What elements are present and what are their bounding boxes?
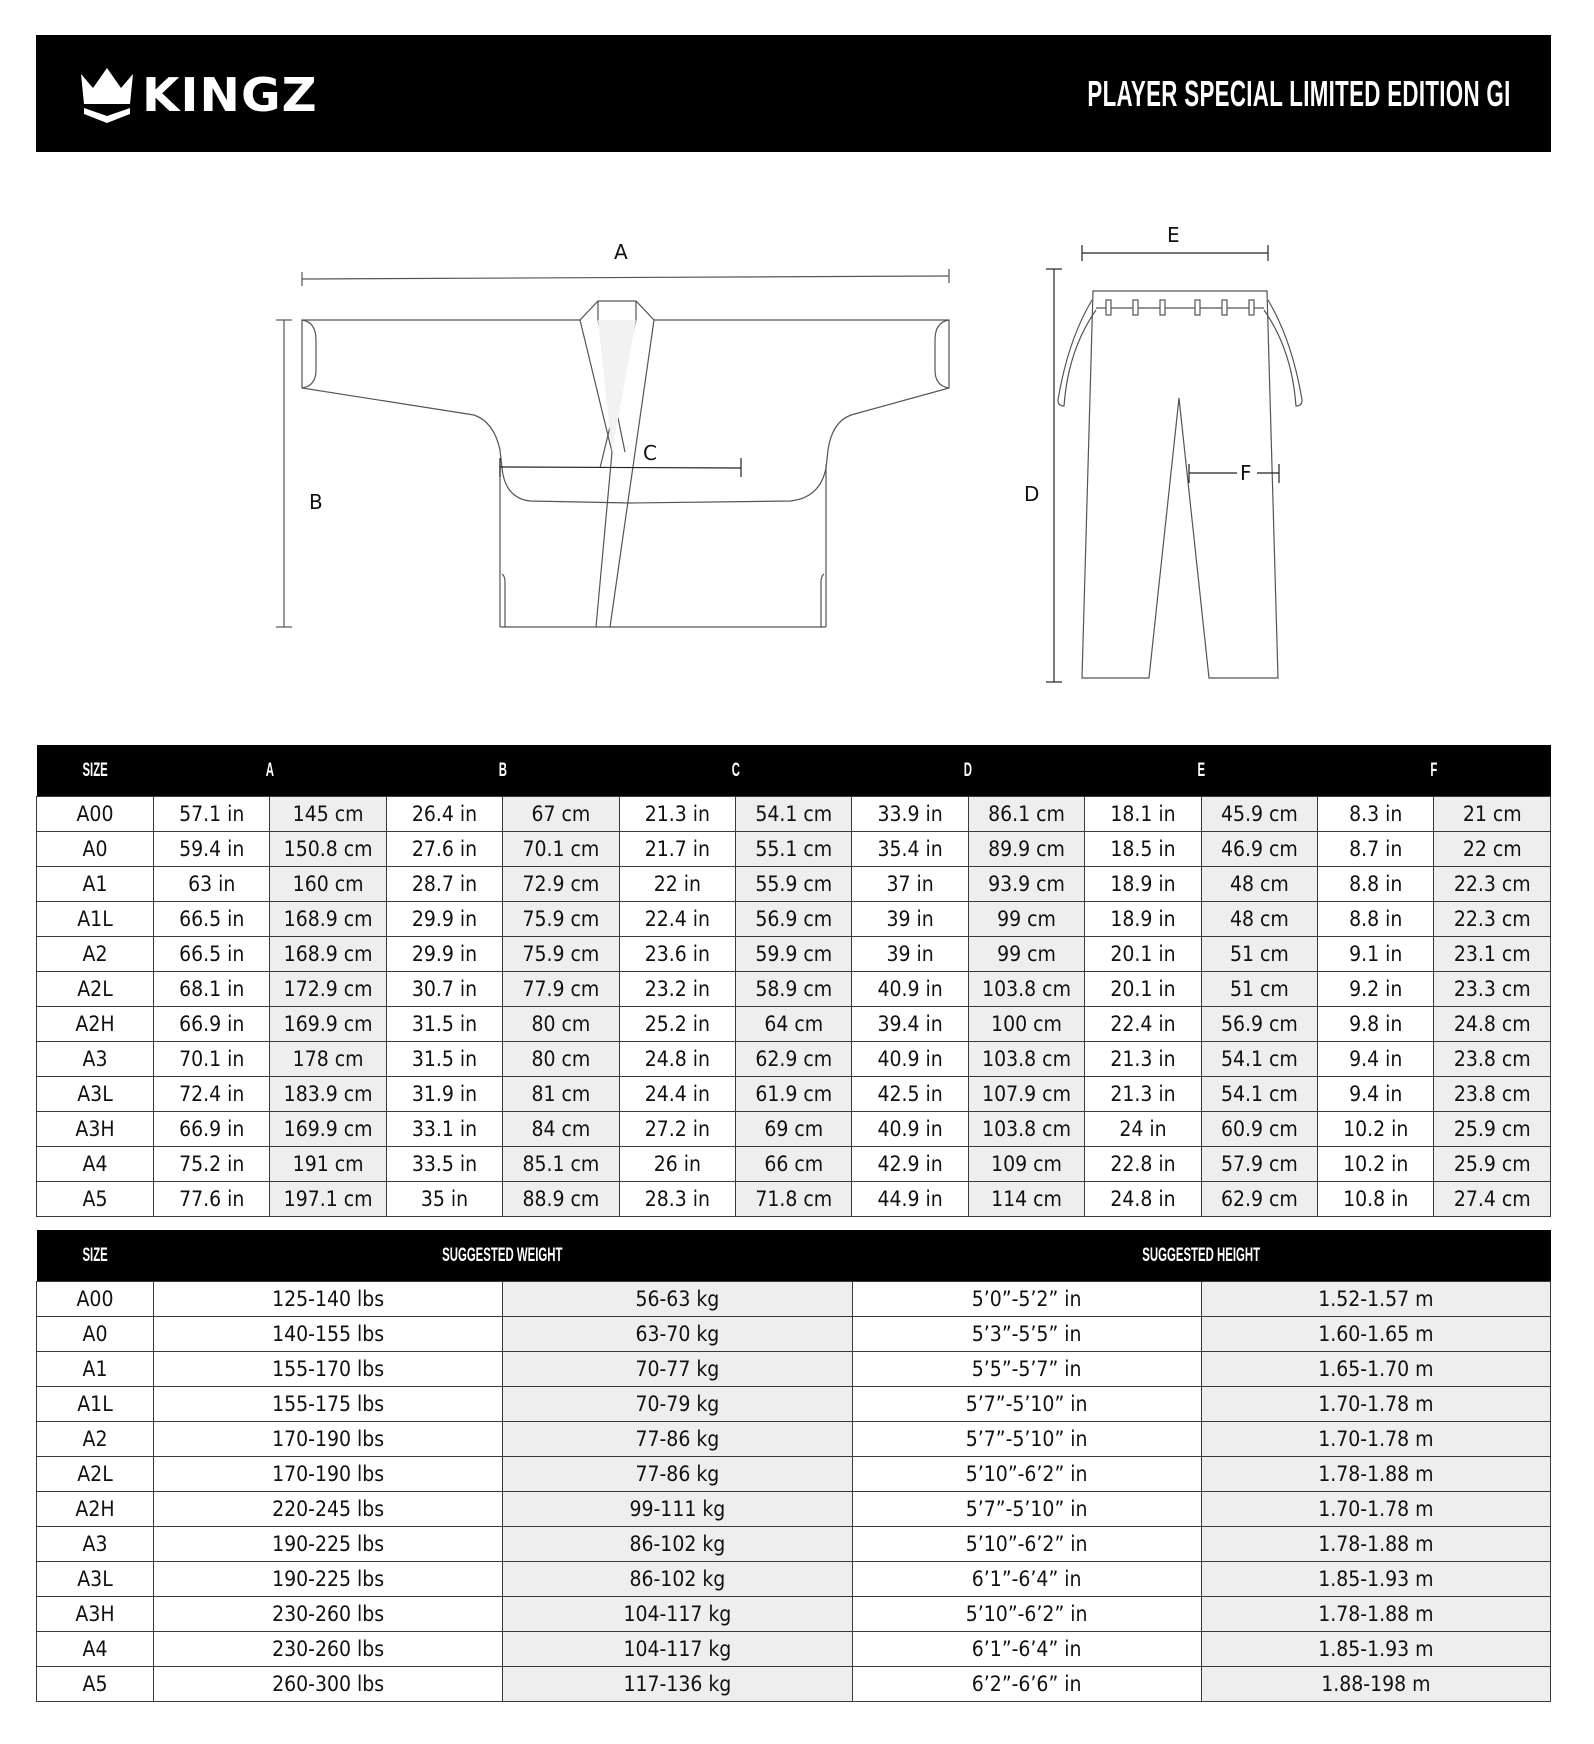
value-cell: 70.1 in	[154, 1042, 270, 1077]
value-cell: 33.1 in	[386, 1112, 502, 1147]
gi-diagram-drawing	[0, 200, 1594, 700]
value-cell: 6’1”-6’4” in	[852, 1632, 1201, 1667]
value-cell: 28.3 in	[619, 1182, 735, 1217]
value-cell: 24.8 cm	[1434, 1007, 1551, 1042]
value-cell: 178 cm	[270, 1042, 386, 1077]
value-cell: 168.9 cm	[270, 937, 386, 972]
table-row	[37, 1007, 1551, 1042]
table-row	[37, 1317, 1551, 1352]
value-cell: 37 in	[852, 867, 968, 902]
value-cell: 1.78-1.88 m	[1201, 1527, 1550, 1562]
value-cell: 77-86 kg	[503, 1422, 852, 1457]
size-cell: A4	[37, 1147, 154, 1182]
size-cell: A00	[37, 797, 154, 832]
value-cell: 18.5 in	[1085, 832, 1201, 867]
value-cell: 88.9 cm	[503, 1182, 619, 1217]
dimension-line-d	[1046, 269, 1062, 682]
value-cell: 27.4 cm	[1434, 1182, 1551, 1217]
value-cell: 5’10”-6’2” in	[852, 1457, 1201, 1492]
value-cell: 107.9 cm	[968, 1077, 1084, 1112]
value-cell: 21.7 in	[619, 832, 735, 867]
value-cell: 109 cm	[968, 1147, 1084, 1182]
value-cell: 42.5 in	[852, 1077, 968, 1112]
value-cell: 190-225 lbs	[154, 1562, 503, 1597]
value-cell: 5’7”-5’10” in	[852, 1387, 1201, 1422]
value-cell: 63-70 kg	[503, 1317, 852, 1352]
table-row	[37, 1527, 1551, 1562]
value-cell: 8.8 in	[1318, 902, 1434, 937]
brand-header-bar	[36, 35, 1551, 152]
column-header-f: F	[1318, 745, 1551, 797]
value-cell: 80 cm	[503, 1042, 619, 1077]
value-cell: 64 cm	[736, 1007, 852, 1042]
value-cell: 99 cm	[968, 937, 1084, 972]
column-header-size: SIZE	[37, 1230, 154, 1282]
column-header-a: A	[154, 745, 387, 797]
value-cell: 57.9 cm	[1201, 1147, 1317, 1182]
value-cell: 31.5 in	[386, 1042, 502, 1077]
size-cell: A2H	[37, 1492, 154, 1527]
value-cell: 1.78-1.88 m	[1201, 1597, 1550, 1632]
value-cell: 86.1 cm	[968, 797, 1084, 832]
size-cell: A0	[37, 1317, 154, 1352]
table-row	[37, 1352, 1551, 1387]
value-cell: 28.7 in	[386, 867, 502, 902]
value-cell: 77.6 in	[154, 1182, 270, 1217]
value-cell: 66.9 in	[154, 1112, 270, 1147]
column-header-suggested-height: SUGGESTED HEIGHT	[852, 1230, 1551, 1282]
value-cell: 31.5 in	[386, 1007, 502, 1042]
value-cell: 20.1 in	[1085, 972, 1201, 1007]
size-cell: A00	[37, 1282, 154, 1317]
suggested-weight-height-table	[36, 1230, 1551, 1702]
value-cell: 1.52-1.57 m	[1201, 1282, 1550, 1317]
value-cell: 48 cm	[1201, 902, 1317, 937]
value-cell: 169.9 cm	[270, 1112, 386, 1147]
value-cell: 5’10”-6’2” in	[852, 1527, 1201, 1562]
suggestions-header-row	[37, 1230, 1551, 1282]
value-cell: 5’3”-5’5” in	[852, 1317, 1201, 1352]
table-row	[37, 797, 1551, 832]
value-cell: 22 in	[619, 867, 735, 902]
value-cell: 33.9 in	[852, 797, 968, 832]
value-cell: 23.3 cm	[1434, 972, 1551, 1007]
value-cell: 24.8 in	[1085, 1182, 1201, 1217]
value-cell: 66.9 in	[154, 1007, 270, 1042]
value-cell: 21.3 in	[1085, 1042, 1201, 1077]
value-cell: 1.70-1.78 m	[1201, 1422, 1550, 1457]
value-cell: 145 cm	[270, 797, 386, 832]
value-cell: 197.1 cm	[270, 1182, 386, 1217]
value-cell: 48 cm	[1201, 867, 1317, 902]
value-cell: 10.8 in	[1318, 1182, 1434, 1217]
table-row	[37, 867, 1551, 902]
value-cell: 23.2 in	[619, 972, 735, 1007]
value-cell: 55.9 cm	[736, 867, 852, 902]
value-cell: 103.8 cm	[968, 1042, 1084, 1077]
value-cell: 190-225 lbs	[154, 1527, 503, 1562]
value-cell: 155-175 lbs	[154, 1387, 503, 1422]
value-cell: 150.8 cm	[270, 832, 386, 867]
value-cell: 75.9 cm	[503, 937, 619, 972]
value-cell: 30.7 in	[386, 972, 502, 1007]
size-cell: A2	[37, 937, 154, 972]
value-cell: 23.8 cm	[1434, 1077, 1551, 1112]
column-header-c: C	[619, 745, 852, 797]
table-row	[37, 972, 1551, 1007]
value-cell: 81 cm	[503, 1077, 619, 1112]
value-cell: 18.1 in	[1085, 797, 1201, 832]
value-cell: 22.3 cm	[1434, 867, 1551, 902]
value-cell: 70-79 kg	[503, 1387, 852, 1422]
measurements-header-row	[37, 745, 1551, 797]
dimension-line-f	[1189, 464, 1279, 483]
value-cell: 85.1 cm	[503, 1147, 619, 1182]
size-cell: A2H	[37, 1007, 154, 1042]
value-cell: 10.2 in	[1318, 1147, 1434, 1182]
value-cell: 21.3 in	[1085, 1077, 1201, 1112]
value-cell: 169.9 cm	[270, 1007, 386, 1042]
dimension-line-c	[500, 458, 741, 477]
value-cell: 8.3 in	[1318, 797, 1434, 832]
value-cell: 66.5 in	[154, 902, 270, 937]
value-cell: 63 in	[154, 867, 270, 902]
value-cell: 8.8 in	[1318, 867, 1434, 902]
size-cell: A2L	[37, 972, 154, 1007]
value-cell: 45.9 cm	[1201, 797, 1317, 832]
value-cell: 1.85-1.93 m	[1201, 1562, 1550, 1597]
value-cell: 104-117 kg	[503, 1632, 852, 1667]
value-cell: 1.78-1.88 m	[1201, 1457, 1550, 1492]
size-cell: A3	[37, 1042, 154, 1077]
value-cell: 1.85-1.93 m	[1201, 1632, 1550, 1667]
value-cell: 104-117 kg	[503, 1597, 852, 1632]
value-cell: 80 cm	[503, 1007, 619, 1042]
value-cell: 99 cm	[968, 902, 1084, 937]
value-cell: 6’2”-6’6” in	[852, 1667, 1201, 1702]
value-cell: 44.9 in	[852, 1182, 968, 1217]
value-cell: 1.88-198 m	[1201, 1667, 1550, 1702]
value-cell: 6’1”-6’4” in	[852, 1562, 1201, 1597]
value-cell: 5’0”-5’2” in	[852, 1282, 1201, 1317]
value-cell: 114 cm	[968, 1182, 1084, 1217]
table-row	[37, 1422, 1551, 1457]
table-row	[37, 1282, 1551, 1317]
value-cell: 20.1 in	[1085, 937, 1201, 972]
column-header-suggested-weight: SUGGESTED WEIGHT	[154, 1230, 853, 1282]
value-cell: 155-170 lbs	[154, 1352, 503, 1387]
value-cell: 66.5 in	[154, 937, 270, 972]
value-cell: 59.4 in	[154, 832, 270, 867]
value-cell: 27.6 in	[386, 832, 502, 867]
size-cell: A2	[37, 1422, 154, 1457]
size-cell: A3L	[37, 1077, 154, 1112]
value-cell: 18.9 in	[1085, 902, 1201, 937]
value-cell: 26.4 in	[386, 797, 502, 832]
table-row	[37, 1042, 1551, 1077]
value-cell: 170-190 lbs	[154, 1457, 503, 1492]
value-cell: 183.9 cm	[270, 1077, 386, 1112]
value-cell: 56.9 cm	[1201, 1007, 1317, 1042]
value-cell: 100 cm	[968, 1007, 1084, 1042]
value-cell: 70.1 cm	[503, 832, 619, 867]
size-cell: A1L	[37, 902, 154, 937]
value-cell: 62.9 cm	[736, 1042, 852, 1077]
kingz-logo	[78, 65, 318, 125]
value-cell: 39 in	[852, 937, 968, 972]
column-header-b: B	[386, 745, 619, 797]
value-cell: 75.2 in	[154, 1147, 270, 1182]
column-header-e: E	[1085, 745, 1318, 797]
value-cell: 9.4 in	[1318, 1077, 1434, 1112]
value-cell: 27.2 in	[619, 1112, 735, 1147]
pants-outline	[1058, 291, 1302, 678]
table-row	[37, 1667, 1551, 1702]
value-cell: 40.9 in	[852, 972, 968, 1007]
value-cell: 25.9 cm	[1434, 1112, 1551, 1147]
value-cell: 42.9 in	[852, 1147, 968, 1182]
column-header-d: D	[852, 745, 1085, 797]
value-cell: 23.8 cm	[1434, 1042, 1551, 1077]
dimension-line-b	[276, 320, 292, 627]
value-cell: 24.4 in	[619, 1077, 735, 1112]
value-cell: 39 in	[852, 902, 968, 937]
value-cell: 54.1 cm	[1201, 1042, 1317, 1077]
value-cell: 9.8 in	[1318, 1007, 1434, 1042]
value-cell: 220-245 lbs	[154, 1492, 503, 1527]
value-cell: 56-63 kg	[503, 1282, 852, 1317]
value-cell: 9.1 in	[1318, 937, 1434, 972]
size-cell: A0	[37, 832, 154, 867]
value-cell: 5’7”-5’10” in	[852, 1422, 1201, 1457]
value-cell: 1.70-1.78 m	[1201, 1492, 1550, 1527]
value-cell: 40.9 in	[852, 1112, 968, 1147]
brand-name: KINGZ	[142, 68, 318, 122]
table-row	[37, 1112, 1551, 1147]
jacket-outline	[302, 301, 949, 627]
value-cell: 1.70-1.78 m	[1201, 1387, 1550, 1422]
product-title: PLAYER SPECIAL LIMITED EDITION GI	[1087, 73, 1511, 114]
value-cell: 9.4 in	[1318, 1042, 1434, 1077]
value-cell: 23.6 in	[619, 937, 735, 972]
value-cell: 22.8 in	[1085, 1147, 1201, 1182]
value-cell: 69 cm	[736, 1112, 852, 1147]
value-cell: 9.2 in	[1318, 972, 1434, 1007]
diagram-label-d: D	[1024, 482, 1040, 506]
value-cell: 24 in	[1085, 1112, 1201, 1147]
value-cell: 39.4 in	[852, 1007, 968, 1042]
table-row	[37, 1457, 1551, 1492]
value-cell: 8.7 in	[1318, 832, 1434, 867]
diagram-label-e: E	[1167, 223, 1180, 247]
table-row	[37, 1562, 1551, 1597]
value-cell: 54.1 cm	[1201, 1077, 1317, 1112]
value-cell: 55.1 cm	[736, 832, 852, 867]
dimension-line-e	[1082, 245, 1268, 261]
value-cell: 75.9 cm	[503, 902, 619, 937]
value-cell: 70-77 kg	[503, 1352, 852, 1387]
size-cell: A4	[37, 1632, 154, 1667]
table-row	[37, 1077, 1551, 1112]
value-cell: 5’5”-5’7” in	[852, 1352, 1201, 1387]
value-cell: 54.1 cm	[736, 797, 852, 832]
value-cell: 170-190 lbs	[154, 1422, 503, 1457]
table-row	[37, 1182, 1551, 1217]
value-cell: 26 in	[619, 1147, 735, 1182]
value-cell: 22.3 cm	[1434, 902, 1551, 937]
value-cell: 51 cm	[1201, 972, 1317, 1007]
diagram-label-a: A	[614, 240, 628, 264]
value-cell: 56.9 cm	[736, 902, 852, 937]
value-cell: 46.9 cm	[1201, 832, 1317, 867]
value-cell: 21 cm	[1434, 797, 1551, 832]
table-row	[37, 1492, 1551, 1527]
value-cell: 22 cm	[1434, 832, 1551, 867]
dimension-line-a	[302, 269, 949, 286]
table-row	[37, 902, 1551, 937]
table-row	[37, 1147, 1551, 1182]
value-cell: 31.9 in	[386, 1077, 502, 1112]
value-cell: 168.9 cm	[270, 902, 386, 937]
diagram-label-c: C	[643, 441, 657, 465]
size-cell: A3H	[37, 1112, 154, 1147]
value-cell: 84 cm	[503, 1112, 619, 1147]
size-diagram	[0, 200, 1594, 700]
size-cell: A3L	[37, 1562, 154, 1597]
value-cell: 18.9 in	[1085, 867, 1201, 902]
value-cell: 24.8 in	[619, 1042, 735, 1077]
value-cell: 10.2 in	[1318, 1112, 1434, 1147]
diagram-label-b: B	[309, 490, 323, 514]
table-row	[37, 1597, 1551, 1632]
value-cell: 1.65-1.70 m	[1201, 1352, 1550, 1387]
size-cell: A1L	[37, 1387, 154, 1422]
value-cell: 172.9 cm	[270, 972, 386, 1007]
value-cell: 22.4 in	[1085, 1007, 1201, 1042]
value-cell: 66 cm	[736, 1147, 852, 1182]
value-cell: 260-300 lbs	[154, 1667, 503, 1702]
value-cell: 103.8 cm	[968, 1112, 1084, 1147]
value-cell: 99-111 kg	[503, 1492, 852, 1527]
value-cell: 60.9 cm	[1201, 1112, 1317, 1147]
value-cell: 1.60-1.65 m	[1201, 1317, 1550, 1352]
column-header-size: SIZE	[37, 745, 154, 797]
value-cell: 40.9 in	[852, 1042, 968, 1077]
size-cell: A5	[37, 1667, 154, 1702]
value-cell: 25.9 cm	[1434, 1147, 1551, 1182]
value-cell: 125-140 lbs	[154, 1282, 503, 1317]
value-cell: 230-260 lbs	[154, 1632, 503, 1667]
table-row	[37, 1387, 1551, 1422]
value-cell: 230-260 lbs	[154, 1597, 503, 1632]
measurements-table	[36, 745, 1551, 1217]
value-cell: 57.1 in	[154, 797, 270, 832]
size-cell: A5	[37, 1182, 154, 1217]
value-cell: 86-102 kg	[503, 1527, 852, 1562]
crown-icon	[78, 66, 136, 124]
value-cell: 191 cm	[270, 1147, 386, 1182]
diagram-label-f: F	[1240, 461, 1252, 485]
table-row	[37, 1632, 1551, 1667]
value-cell: 59.9 cm	[736, 937, 852, 972]
value-cell: 22.4 in	[619, 902, 735, 937]
value-cell: 35.4 in	[852, 832, 968, 867]
value-cell: 140-155 lbs	[154, 1317, 503, 1352]
value-cell: 86-102 kg	[503, 1562, 852, 1597]
value-cell: 77-86 kg	[503, 1457, 852, 1492]
value-cell: 72.4 in	[154, 1077, 270, 1112]
value-cell: 29.9 in	[386, 937, 502, 972]
value-cell: 72.9 cm	[503, 867, 619, 902]
size-cell: A3H	[37, 1597, 154, 1632]
value-cell: 25.2 in	[619, 1007, 735, 1042]
value-cell: 62.9 cm	[1201, 1182, 1317, 1217]
value-cell: 58.9 cm	[736, 972, 852, 1007]
size-cell: A1	[37, 867, 154, 902]
value-cell: 68.1 in	[154, 972, 270, 1007]
value-cell: 29.9 in	[386, 902, 502, 937]
size-cell: A2L	[37, 1457, 154, 1492]
value-cell: 61.9 cm	[736, 1077, 852, 1112]
value-cell: 117-136 kg	[503, 1667, 852, 1702]
value-cell: 51 cm	[1201, 937, 1317, 972]
value-cell: 103.8 cm	[968, 972, 1084, 1007]
value-cell: 35 in	[386, 1182, 502, 1217]
value-cell: 77.9 cm	[503, 972, 619, 1007]
size-cell: A3	[37, 1527, 154, 1562]
size-cell: A1	[37, 1352, 154, 1387]
value-cell: 23.1 cm	[1434, 937, 1551, 972]
value-cell: 89.9 cm	[968, 832, 1084, 867]
value-cell: 21.3 in	[619, 797, 735, 832]
value-cell: 5’7”-5’10” in	[852, 1492, 1201, 1527]
value-cell: 33.5 in	[386, 1147, 502, 1182]
value-cell: 93.9 cm	[968, 867, 1084, 902]
table-row	[37, 832, 1551, 867]
table-row	[37, 937, 1551, 972]
value-cell: 5’10”-6’2” in	[852, 1597, 1201, 1632]
value-cell: 71.8 cm	[736, 1182, 852, 1217]
value-cell: 67 cm	[503, 797, 619, 832]
value-cell: 160 cm	[270, 867, 386, 902]
